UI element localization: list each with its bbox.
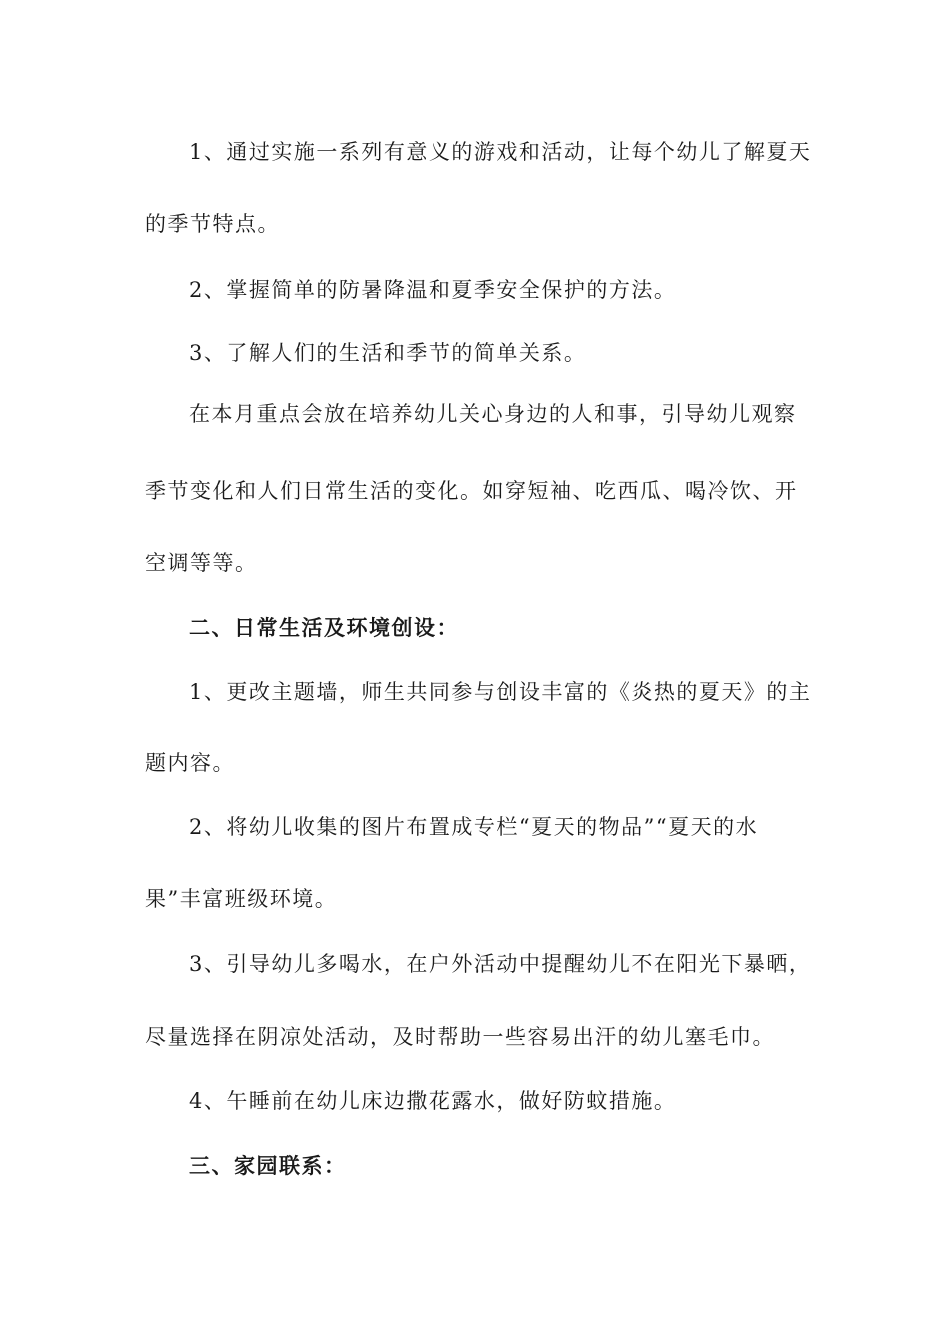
section-heading-daily-life: 二、日常生活及环境创设： (189, 616, 459, 640)
env-item-1-line-2: 题内容。 (145, 751, 235, 775)
goal-1-line-2: 的季节特点。 (145, 212, 280, 236)
focus-paragraph-line-2: 季节变化和人们日常生活的变化。如穿短袖、吃西瓜、喝冷饮、开 (145, 479, 798, 503)
focus-paragraph-line-1: 在本月重点会放在培养幼儿关心身边的人和事，引导幼儿观察 (189, 402, 797, 426)
env-item-2-line-2: 果”丰富班级环境。 (145, 887, 338, 911)
env-item-2-line-1: 2、将幼儿收集的图片布置成专栏“夏天的物品”“夏天的水 (189, 815, 759, 839)
goal-1-line-1: 1、通过实施一系列有意义的游戏和活动，让每个幼儿了解夏天 (189, 140, 812, 164)
env-item-3-line-1: 3、引导幼儿多喝水，在户外活动中提醒幼儿不在阳光下暴晒， (189, 952, 812, 976)
env-item-4: 4、午睡前在幼儿床边撒花露水，做好防蚊措施。 (189, 1089, 677, 1113)
goal-2: 2、掌握简单的防暑降温和夏季安全保护的方法。 (189, 278, 677, 302)
section-heading-home-school: 三、家园联系： (189, 1154, 347, 1178)
goal-3: 3、了解人们的生活和季节的简单关系。 (189, 341, 587, 365)
env-item-3-line-2: 尽量选择在阴凉处活动，及时帮助一些容易出汗的幼儿塞毛巾。 (145, 1025, 775, 1049)
focus-paragraph-line-3: 空调等等。 (145, 551, 258, 575)
env-item-1-line-1: 1、更改主题墙，师生共同参与创设丰富的《炎热的夏天》的主 (189, 680, 812, 704)
